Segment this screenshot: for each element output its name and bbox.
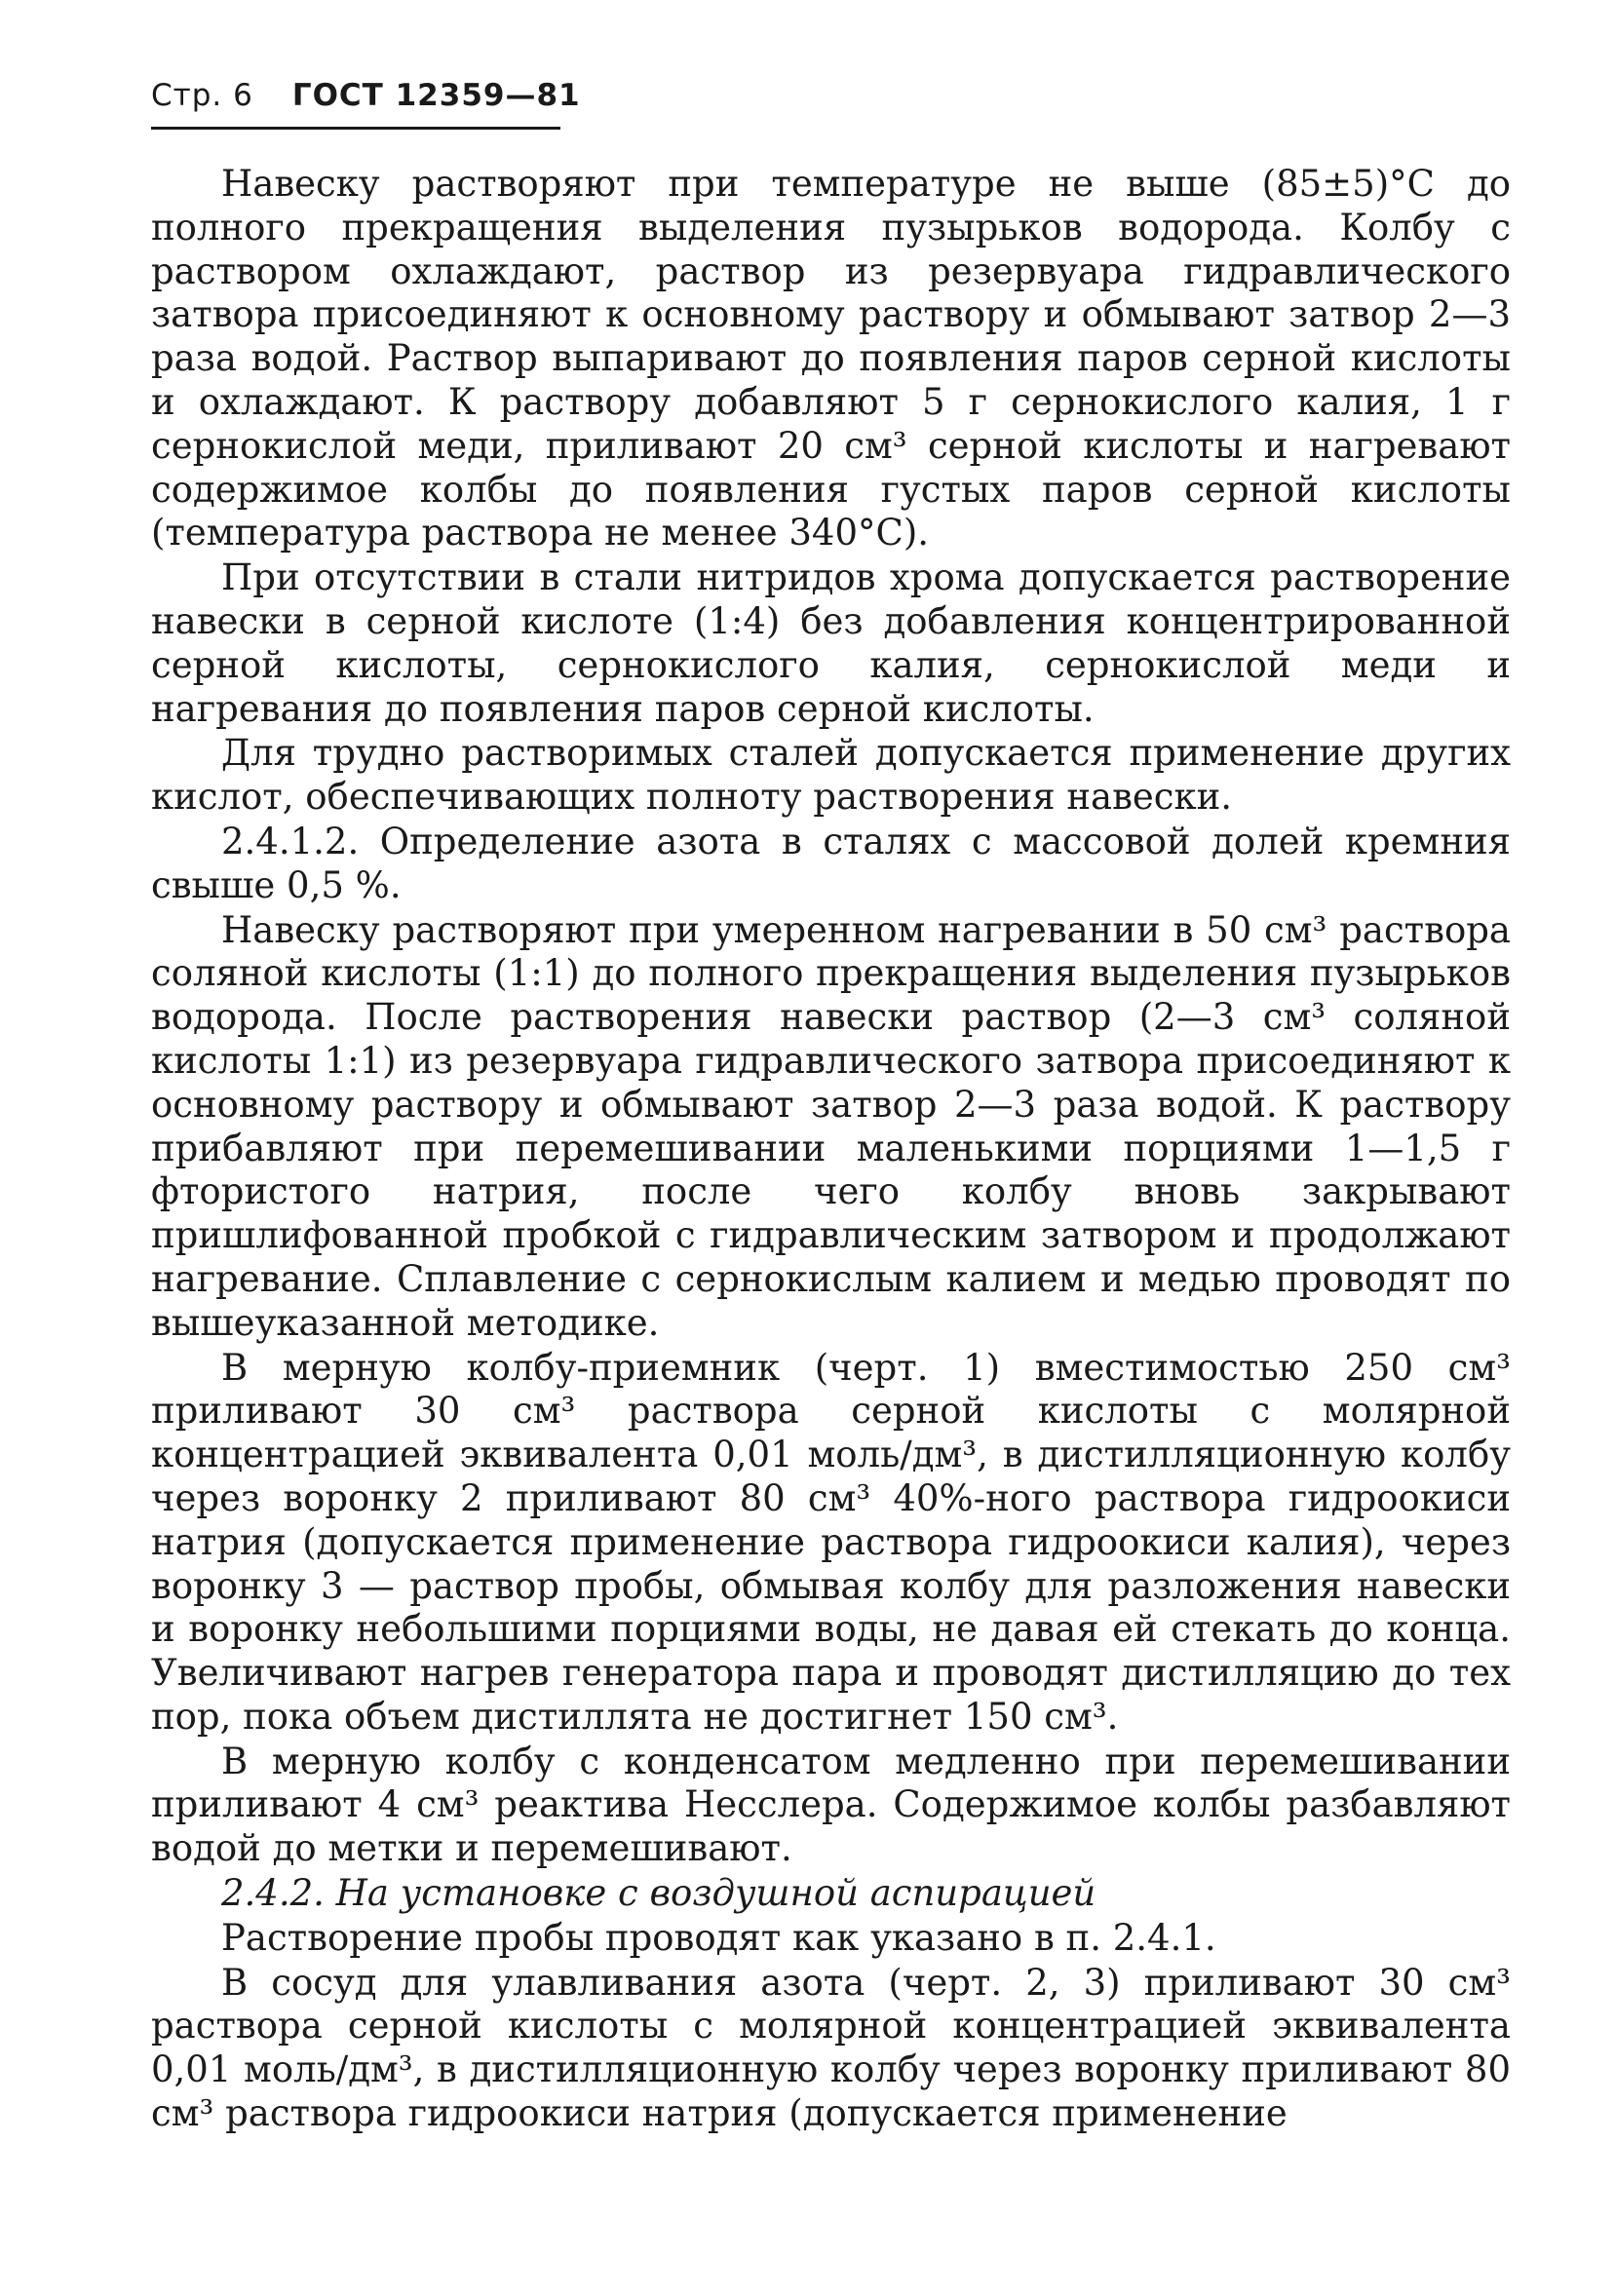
paragraph: В мерную колбу-приемник (черт. 1) вместимостью 250 см³ приливают 30 см³ раствора серной кислоты с молярной концентрацией эквивалента 0,01 моль/дм³, в дистилляционную колбу через воронку 2 приливают 80 см³ 40%-ного раствора гидроокиси натрия (допускается применение раствора гидроокиси калия), через воронку 3 — раствор пробы, обмывая колбу для разложения навески и воронку небольшими порциями воды, не давая ей стекать до конца. Увеличивают нагрев генератора пара и проводят дистилляцию до тех пор, пока объем дистиллята не достигнет 150 см³. xyxy=(151,1346,1511,1738)
running-header xyxy=(151,78,581,130)
paragraph: Растворение пробы проводят как указано в п. 2.4.1. xyxy=(221,1916,1216,1959)
document-page xyxy=(151,78,1511,2136)
section-heading: 2.4.2. На установке с воздушной аспирацией xyxy=(221,1872,1096,1915)
paragraph: В мерную колбу с конденсатом медленно при перемешивании приливают 4 см³ реактива Несслера. Содержимое колбы разбавляют водой до метки и перемешивают. xyxy=(151,1740,1511,1870)
body-text xyxy=(151,163,1511,2136)
paragraph: Навеску растворяют при умеренном нагревании в 50 см³ раствора соляной кислоты (1:1) до полного прекращения выделения пузырьков водорода. После растворения навески раствор (2—3 см³ соляной кислоты 1:1) из резервуара гидравлического затвора присоединяют к основному раствору и обмывают затвор 2—3 раза водой. К раствору прибавляют при перемешивании маленькими порциями 1—1,5 г фтористого натрия, после чего колбу вновь закрывают пришлифованной пробкой с гидравлическим затвором и продолжают нагревание. Сплавление с сернокислым калием и медью проводят по вышеуказанной методике. xyxy=(151,908,1511,1344)
paragraph: Навеску растворяют при температуре не выше (85±5)°С до полного прекращения выделения пузырьков водорода. Колбу с раствором охлаждают, раствор из резервуара гидравлического затвора присоединяют к основному раствору и обмывают затвор 2—3 раза водой. Раствор выпаривают до появления паров серной кислоты и охлаждают. К раствору добавляют 5 г сернокислого калия, 1 г сернокислой меди, приливают 20 см³ серной кислоты и нагревают содержимое колбы до появления густых паров серной кислоты (температура раствора не менее 340°С). xyxy=(151,163,1511,555)
section-heading: 2.4.1.2. Определение азота в сталях с массовой долей кремния свыше 0,5 %. xyxy=(151,820,1511,906)
paragraph: В сосуд для улавливания азота (черт. 2, 3) приливают 30 см³ раствора серной кислоты с молярной концентрацией эквивалента 0,01 моль/дм³, в дистилляционную колбу через воронку приливают 80 см³ раствора гидроокиси натрия (допускается применение xyxy=(151,1961,1511,2135)
page-number: Стр. 6 xyxy=(151,78,253,113)
paragraph: При отсутствии в стали нитридов хрома допускается растворение навески в серной кислоте (1:4) без добавления концентрированной серной кислоты, сернокислого калия, сернокислой меди и нагревания до появления паров серной кислоты. xyxy=(151,556,1511,730)
paragraph: Для трудно растворимых сталей допускается применение других кислот, обеспечивающих полноту растворения навески. xyxy=(151,732,1511,819)
standard-designation: ГОСТ 12359—81 xyxy=(291,78,581,113)
